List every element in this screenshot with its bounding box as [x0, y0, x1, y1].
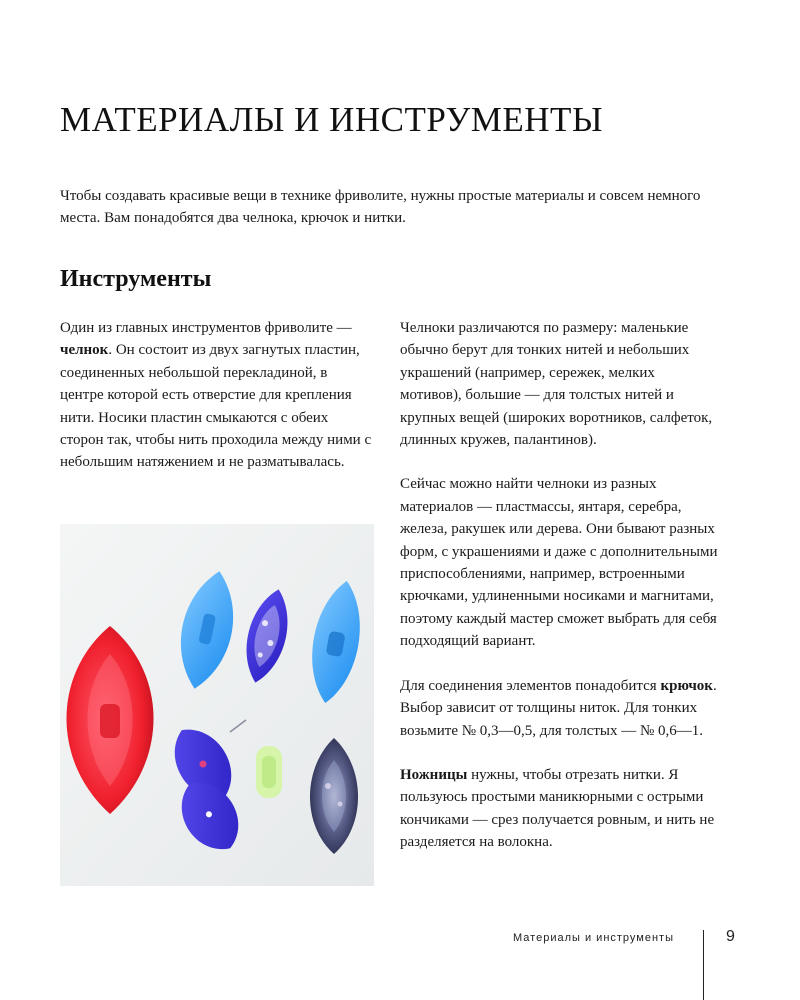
footer-divider — [703, 930, 704, 1000]
green-glow-shuttle — [256, 746, 282, 798]
running-title: Материалы и инструменты — [513, 932, 674, 944]
section-heading: Инструменты — [60, 266, 212, 292]
scissors-text: нужны, чтобы отрезать нитки. Я пользуюсь простыми маникюрными с острыми кончиками — срез получается ровным, и нить не разделяется на волокна. — [400, 766, 715, 851]
shuttle-text-start: Один из главных инструментов фриволите — — [60, 320, 352, 336]
right-column — [400, 317, 718, 876]
hook-term: крючок — [660, 677, 713, 694]
shuttles-photo — [60, 524, 374, 886]
hook-paragraph — [400, 675, 718, 742]
left-column — [60, 317, 372, 496]
page-number: 9 — [726, 928, 735, 945]
scissors-paragraph — [400, 764, 718, 854]
shuttle-paragraph — [60, 317, 372, 474]
shuttle-text-end: . Он состоит из двух загнутых пластин, соединенных небольшой перекладиной, в центре которой есть отверстие для крепления нити. Носики пластин смыкаются с обеих сторон так, чтобы нить проходила между ними с небольшим натяжением и не разматывалась. — [60, 342, 372, 471]
scissors-term: Ножницы — [400, 766, 468, 783]
intro-paragraph: Чтобы создавать красивые вещи в технике фриволите, нужны простые материалы и совсем немного места. Вам понадобятся два челнока, крючок и нитки. — [60, 188, 701, 226]
page-title: МАТЕРИАЛЫ И ИНСТРУМЕНТЫ — [60, 100, 603, 139]
materials-paragraph: Сейчас можно найти челноки из разных материалов — пластмассы, янтаря, серебра, железа, ракушек или дерева. Они бывают разных форм, с украшениями и даже с дополнительными приспособлениями, например, встроенными крючками, удлиненными носиками и магнитами, поэтому каждый мастер сможет выбрать для себя подходящий вариант. — [400, 476, 718, 650]
shuttle-term: челнок — [60, 342, 109, 359]
hook-text-start: Для соединения элементов понадобится — [400, 677, 661, 694]
sizes-paragraph: Челноки различаются по размеру: маленькие обычно берут для тонких нитей и небольших украшений (например, сережек, мелких мотивов), большие — для толстых нитей и крупных вещей (широких воротников, салфеток, длинных кружев, палантинов). — [400, 320, 713, 449]
hook-text-end: . Выбор зависит от толщины ниток. Для тонких возьмите № 0,3—0,5, для толстых — № 0,6—1. — [400, 677, 717, 739]
